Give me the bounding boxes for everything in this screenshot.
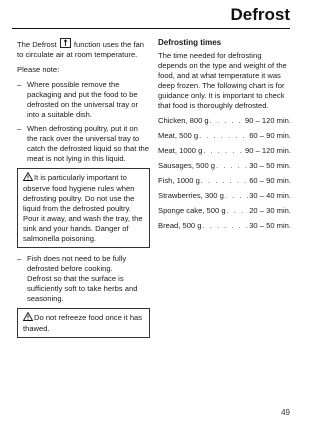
left-column [17, 38, 150, 344]
table-row [158, 206, 291, 216]
list-item: – Fish does not need to be fully defrosted before cooking. Defrost so that the surface is sufficiently soft to take herbs and seasoning. [17, 254, 138, 303]
warning-triangle-icon [23, 312, 33, 324]
bullet-text: Fish does not need to be fully defrosted before cooking. [27, 254, 127, 273]
bullet-text: When defrosting poultry, put it on the rack over the universal tray to catch the defrosted liquid so that the meat is not lying in this liquid. [27, 124, 150, 163]
section-intro: The time needed for defrosting depends on the type and weight of the food, and at what temperature it was deep frozen. The following chart is for guidance only. It is important to check that food is thoroughly defrosted. [158, 51, 287, 110]
page-number: 49 [281, 408, 290, 417]
warning-box [17, 168, 150, 248]
intro-text-post: function uses the fan to circulate air at room temperature. [17, 40, 145, 59]
time-value: 60 – 90 min. [249, 131, 291, 140]
time-value: 90 – 120 min. [244, 116, 291, 125]
defrost-fan-icon [60, 38, 71, 48]
list-item: – When defrosting poultry, put it on the rack over the universal tray to catch the defrosted liquid so that the meat is not lying in this liquid. [17, 124, 150, 163]
food-label: Meat, 1000 g [158, 146, 203, 155]
table-row [158, 221, 291, 231]
table-row [158, 161, 291, 171]
intro-paragraph [17, 38, 150, 60]
time-value: 20 – 30 min. [249, 206, 291, 215]
food-label: Fish, 1000 g [158, 176, 200, 185]
section-heading: Defrosting times [158, 38, 222, 47]
food-label: Sponge cake, 500 g [158, 206, 226, 215]
food-label: Strawberries, 300 g [158, 191, 224, 200]
note-label: Please note: [17, 65, 60, 74]
time-value: 60 – 90 min. [249, 176, 291, 185]
food-label: Meat, 500 g [158, 131, 199, 140]
page-title: Defrost [230, 5, 290, 24]
warning-text: Do not refreeze food once it has thawed. [23, 313, 143, 333]
bullet-text: Where possible remove the packaging and put the food to be defrosted on the universal tray or into a suitable dish. [27, 80, 139, 119]
time-value: 30 – 50 min. [249, 161, 291, 170]
warning-box [17, 308, 150, 338]
table-row [158, 191, 291, 201]
time-value: 30 – 50 min. [249, 221, 291, 230]
time-value: 90 – 120 min. [244, 146, 291, 155]
table-row [158, 146, 291, 156]
time-value: 30 – 40 min. [249, 191, 291, 200]
food-label: Sausages, 500 g [158, 161, 215, 170]
warning-triangle-icon [23, 172, 33, 184]
food-label: Chicken, 800 g [158, 116, 209, 125]
defrost-time-table [158, 116, 291, 231]
header-rule [12, 28, 290, 29]
intro-text-pre: The Defrost [17, 40, 57, 49]
table-row [158, 176, 291, 186]
table-row [158, 116, 291, 126]
table-row [158, 131, 291, 141]
warning-text: It is particularly important to observe food hygiene rules when defrosting poultry. Do not use the liquid from the defrosted poultry. Pour it away, and wash the tray, the sink and your hands. Danger of salmonella poisoning. [23, 173, 143, 243]
right-column [158, 38, 291, 236]
bullet-text: Defrost so that the surface is sufficiently soft to take herbs and seasoning. [27, 274, 138, 303]
food-label: Bread, 500 g [158, 221, 202, 230]
list-item: – Where possible remove the packaging and put the food to be defrosted on the universal tray or into a suitable dish. [17, 80, 150, 120]
